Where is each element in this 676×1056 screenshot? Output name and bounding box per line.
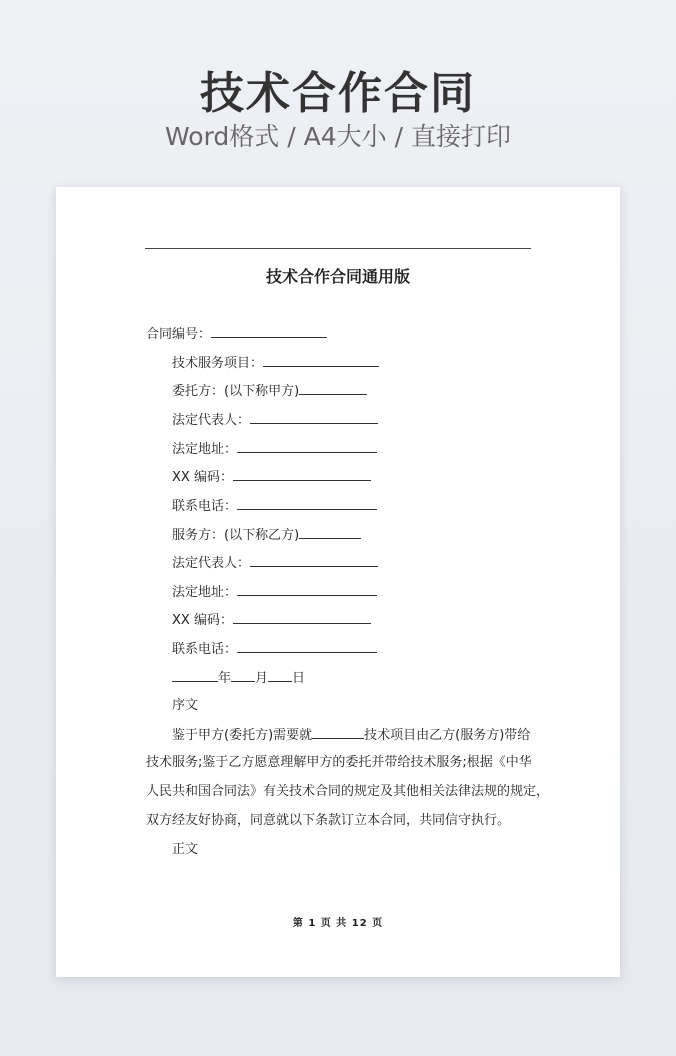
page-footer: 第 1 页 共 12 页 xyxy=(292,918,384,929)
provider-label: 服务方：(以下称乙方) xyxy=(172,528,300,543)
year-blank xyxy=(172,668,218,682)
month-label: 月 xyxy=(255,671,269,686)
client-addr-line xyxy=(172,439,377,460)
promo-title: 技术合作合同 xyxy=(200,68,476,119)
provider-blank xyxy=(299,525,361,539)
body-heading: 正文 xyxy=(172,842,199,857)
provider-code-label: XX 编码： xyxy=(172,613,233,628)
provider-rep-blank xyxy=(250,553,378,567)
client-code-blank xyxy=(233,467,371,481)
client-rep-blank xyxy=(250,410,378,424)
preface-line-4: 双方经友好协商，同意就以下条款订立本合同，共同信守执行。 xyxy=(146,813,511,828)
client-phone-label: 联系电话： xyxy=(172,499,238,514)
provider-line xyxy=(172,525,361,546)
service-item-blank xyxy=(263,353,379,367)
client-label: 委托方：(以下称甲方) xyxy=(172,384,300,399)
month-blank xyxy=(231,668,255,682)
provider-rep-line xyxy=(172,553,378,574)
preface-line-3: 人民共和国合同法》有关技术合同的规定及其他相关法律法规的规定， xyxy=(146,784,550,799)
header-rule xyxy=(145,248,531,249)
service-item-label: 技术服务项目： xyxy=(172,356,264,371)
date-line xyxy=(172,668,305,689)
preface-line-2: 技术服务;鉴于乙方愿意理解甲方的委托并带给技术服务;根据《中华 xyxy=(146,755,532,770)
document-title: 技术合作合同通用版 xyxy=(265,267,410,286)
service-item-line xyxy=(172,353,379,374)
preface-line-1-a: 鉴于甲方(委托方)需要就 xyxy=(172,728,313,743)
promo-subtitle: Word格式 / A4大小 / 直接打印 xyxy=(165,122,511,151)
document-page xyxy=(56,187,620,977)
contract-number-blank xyxy=(211,324,327,338)
day-label: 日 xyxy=(292,671,306,686)
provider-phone-label: 联系电话： xyxy=(172,642,238,657)
day-blank xyxy=(268,668,292,682)
client-blank xyxy=(299,381,367,395)
provider-rep-label: 法定代表人： xyxy=(172,556,251,571)
client-phone-line xyxy=(172,496,377,517)
client-addr-blank xyxy=(237,439,377,453)
preface-line-1 xyxy=(172,725,530,746)
client-code-label: XX 编码： xyxy=(172,470,233,485)
client-phone-blank xyxy=(237,496,377,510)
provider-code-blank xyxy=(233,610,371,624)
provider-phone-blank xyxy=(237,639,377,653)
provider-addr-blank xyxy=(237,582,377,596)
client-rep-line xyxy=(172,410,378,431)
client-code-line xyxy=(172,467,371,488)
client-addr-label: 法定地址： xyxy=(172,442,238,457)
preface-project-blank xyxy=(312,725,364,739)
preface-heading: 序文 xyxy=(172,698,199,713)
provider-addr-label: 法定地址： xyxy=(172,585,238,600)
provider-addr-line xyxy=(172,582,377,603)
year-label: 年 xyxy=(218,671,232,686)
preface-line-1-b: 技术项目由乙方(服务方)带给 xyxy=(364,728,531,743)
client-rep-label: 法定代表人： xyxy=(172,413,251,428)
contract-number-line xyxy=(146,324,327,345)
provider-phone-line xyxy=(172,639,377,660)
contract-number-label: 合同编号： xyxy=(146,327,212,342)
provider-code-line xyxy=(172,610,371,631)
client-line xyxy=(172,381,367,402)
